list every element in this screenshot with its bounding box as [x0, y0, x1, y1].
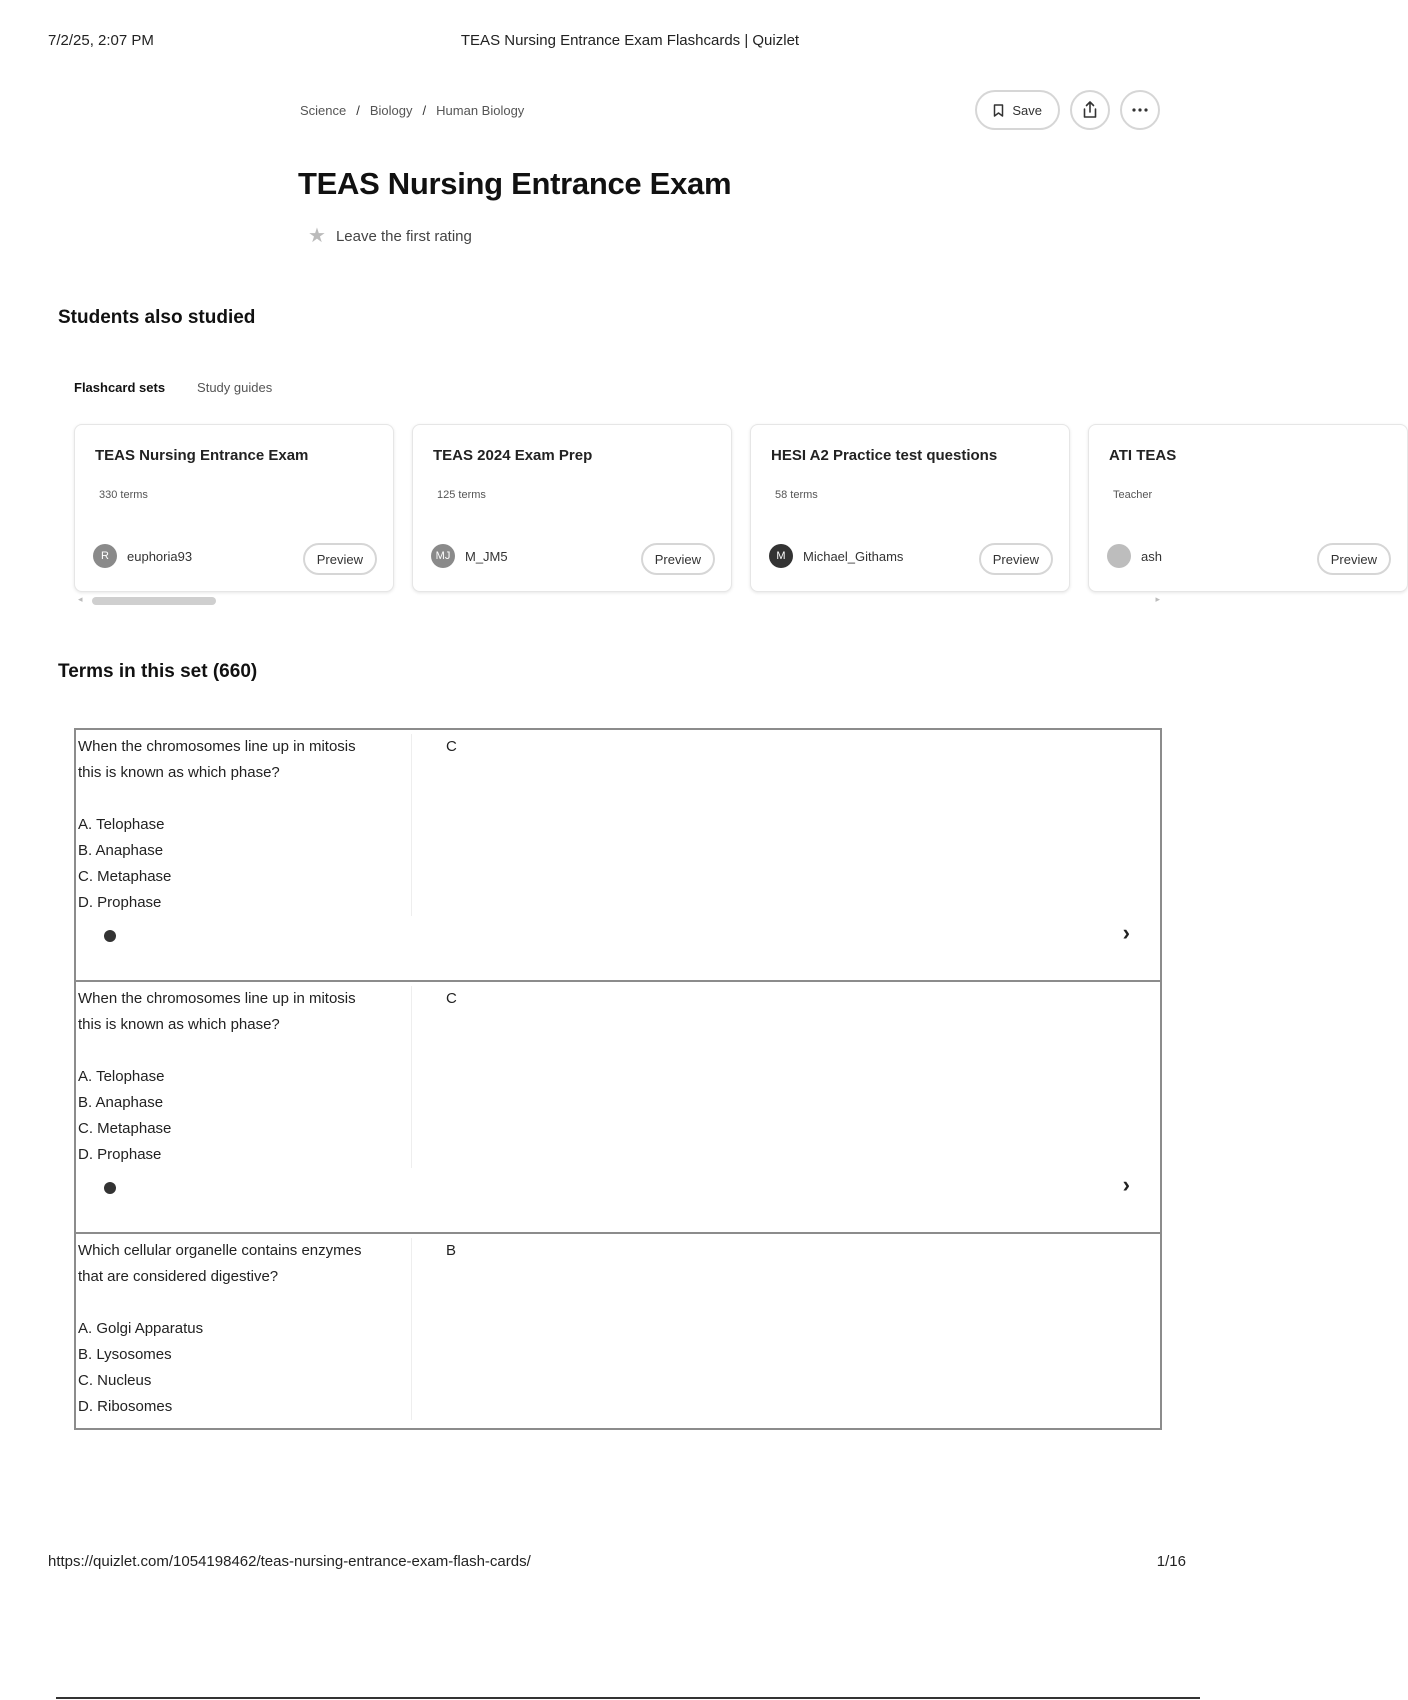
term-row: [74, 1232, 1162, 1430]
bookmark-icon: [993, 104, 1004, 117]
breadcrumb-human-biology[interactable]: Human Biology: [436, 103, 525, 118]
term-question: [78, 734, 412, 916]
more-icon: [1132, 108, 1148, 112]
page-divider: [56, 1697, 1200, 1699]
related-set-card[interactable]: [412, 424, 732, 592]
card-title: TEAS 2024 Exam Prep: [433, 447, 593, 464]
breadcrumb-biology[interactable]: Biology: [369, 103, 413, 118]
related-tabs: [74, 380, 272, 395]
students-also-studied-heading: Students also studied: [58, 307, 256, 328]
answer-option: C. Metaphase: [78, 868, 172, 885]
author-name: M_JM5: [465, 548, 508, 564]
print-header: [0, 32, 1200, 52]
scroll-left-icon[interactable]: ◂: [78, 594, 83, 604]
card-term-count: 330 terms: [99, 489, 148, 501]
chevron-right-icon[interactable]: ›: [1122, 1172, 1130, 1197]
card-author[interactable]: [769, 544, 903, 568]
breadcrumb: [300, 103, 524, 118]
print-datetime: 7/2/25, 2:07 PM: [48, 32, 154, 49]
rating-text: Leave the first rating: [335, 227, 472, 245]
card-author[interactable]: [431, 544, 508, 568]
rating-prompt[interactable]: [308, 226, 472, 246]
answer-option: D. Prophase: [78, 1146, 162, 1163]
print-page-number: 1/16: [1156, 1553, 1186, 1570]
term-row: [74, 980, 1162, 1234]
related-set-card[interactable]: [74, 424, 394, 592]
avatar: [1107, 544, 1131, 568]
print-url: https://quizlet.com/1054198462/teas-nursing-entrance-exam-flash-cards/: [48, 1553, 531, 1570]
breadcrumb-science[interactable]: Science: [300, 103, 347, 118]
question-line: When the chromosomes line up in mitosis: [78, 738, 356, 755]
card-term-count: Teacher: [1113, 489, 1153, 501]
save-label: Save: [1012, 102, 1042, 118]
set-actions: [975, 90, 1160, 130]
author-name: euphoria93: [127, 548, 193, 564]
answer-option: C. Nucleus: [78, 1372, 152, 1389]
share-icon: [1082, 101, 1098, 119]
answer-option: B. Anaphase: [78, 1094, 164, 1111]
breadcrumb-separator: /: [422, 103, 427, 118]
question-line: Which cellular organelle contains enzymes: [78, 1242, 362, 1259]
author-name: Michael_Githams: [803, 548, 904, 564]
page-title: TEAS Nursing Entrance Exam: [298, 166, 732, 201]
tab-study-guides[interactable]: Study guides: [197, 380, 273, 395]
preview-button[interactable]: Preview: [303, 543, 377, 575]
card-author[interactable]: [1107, 544, 1162, 568]
bullet-icon: [104, 930, 116, 942]
star-icon: ★: [308, 225, 326, 247]
question-line: When the chromosomes line up in mitosis: [78, 990, 356, 1007]
term-answer: C: [446, 738, 457, 755]
card-author[interactable]: [93, 544, 192, 568]
term-answer: C: [446, 990, 457, 1007]
answer-option: A. Telophase: [78, 1068, 165, 1085]
terms-heading: Terms in this set (660): [58, 661, 258, 682]
card-term-count: 58 terms: [775, 489, 818, 501]
related-sets-carousel: [74, 424, 1377, 596]
answer-option: B. Lysosomes: [78, 1346, 172, 1363]
term-question: [78, 986, 412, 1168]
tab-flashcard-sets[interactable]: Flashcard sets: [74, 380, 166, 395]
share-button[interactable]: [1070, 90, 1110, 130]
save-button[interactable]: [975, 90, 1060, 130]
card-title: TEAS Nursing Entrance Exam: [95, 447, 309, 464]
question-line: this is known as which phase?: [78, 1016, 280, 1033]
avatar: M: [769, 544, 793, 568]
scrollbar-thumb[interactable]: [92, 597, 216, 605]
card-title: ATI TEAS: [1109, 447, 1177, 464]
related-set-card[interactable]: [750, 424, 1070, 592]
breadcrumb-separator: /: [356, 103, 360, 118]
preview-button[interactable]: Preview: [1317, 543, 1391, 575]
question-line: that are considered digestive?: [78, 1268, 279, 1285]
avatar: R: [93, 544, 117, 568]
scroll-right-icon[interactable]: ▸: [1155, 594, 1160, 604]
related-set-card[interactable]: [1088, 424, 1408, 592]
terms-list: [74, 728, 1162, 1430]
bullet-icon: [104, 1182, 116, 1194]
answer-option: D. Prophase: [78, 894, 162, 911]
question-line: this is known as which phase?: [78, 764, 280, 781]
preview-button[interactable]: Preview: [641, 543, 715, 575]
card-title: HESI A2 Practice test questions: [771, 447, 998, 464]
answer-option: C. Metaphase: [78, 1120, 172, 1137]
carousel-scrollbar[interactable]: [78, 596, 1160, 606]
answer-option: D. Ribosomes: [78, 1398, 173, 1415]
preview-button[interactable]: Preview: [979, 543, 1053, 575]
print-page-title: TEAS Nursing Entrance Exam Flashcards | Quizlet: [460, 32, 800, 49]
answer-option: A. Golgi Apparatus: [78, 1320, 204, 1337]
card-term-count: 125 terms: [437, 489, 486, 501]
term-answer: B: [446, 1242, 457, 1259]
chevron-right-icon[interactable]: ›: [1122, 920, 1130, 945]
answer-option: A. Telophase: [78, 816, 165, 833]
term-question: [78, 1238, 412, 1420]
term-row: [74, 728, 1162, 982]
author-name: ash: [1141, 548, 1162, 564]
answer-option: B. Anaphase: [78, 842, 164, 859]
avatar: MJ: [431, 544, 455, 568]
more-options-button[interactable]: [1120, 90, 1160, 130]
